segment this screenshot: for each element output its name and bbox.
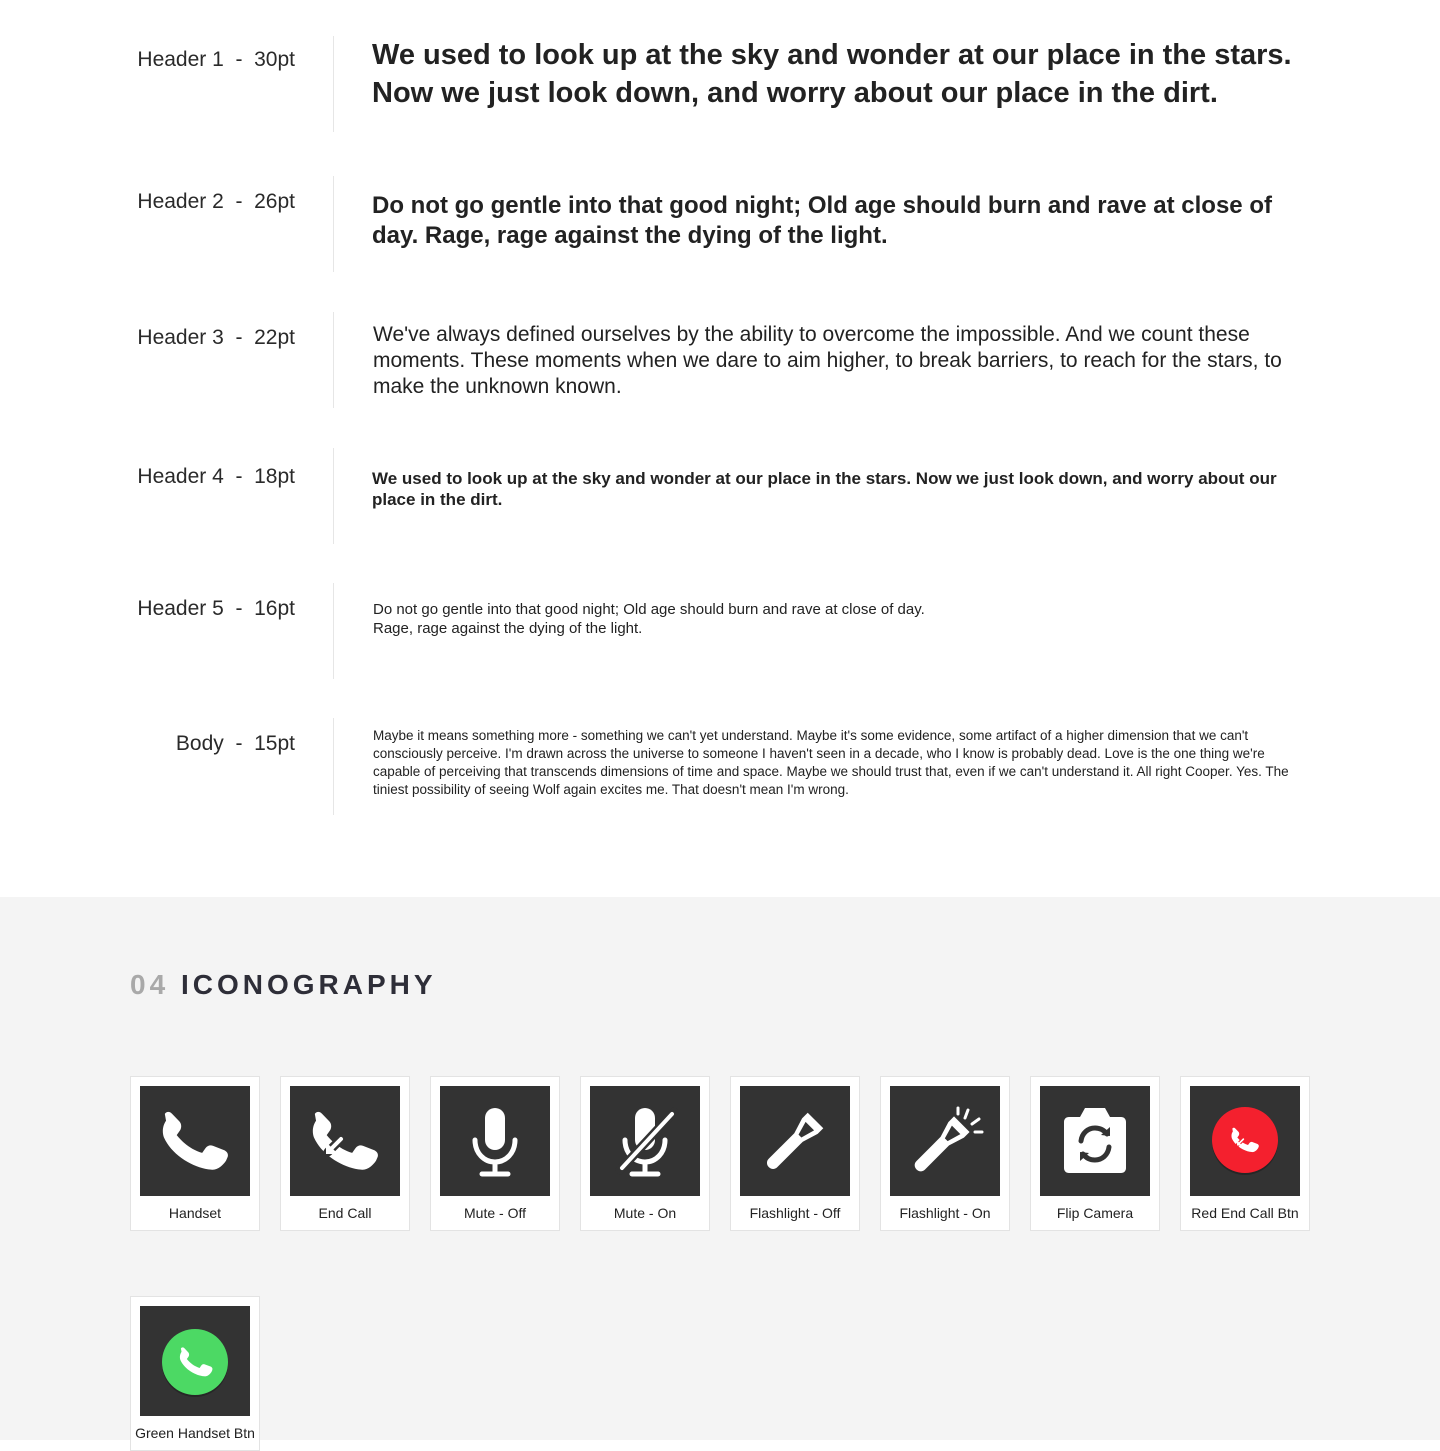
type-label-header-5: Header 5 - 16pt (137, 597, 295, 620)
type-row-header-1 (0, 36, 1440, 132)
green-handset-button-icon (140, 1306, 250, 1416)
icon-card-flashlight-on (880, 1076, 1010, 1231)
icon-card-mute-off (430, 1076, 560, 1231)
icon-card-mute-on (580, 1076, 710, 1231)
section-name: ICONOGRAPHY (180, 969, 437, 1000)
icon-tile (1190, 1086, 1300, 1196)
icon-label: Flashlight - On (899, 1205, 991, 1221)
iconography-section (0, 897, 1440, 1440)
icon-label: Flip Camera (1056, 1205, 1134, 1221)
end-call-icon (290, 1086, 400, 1196)
type-row-header-5 (0, 583, 1440, 679)
type-sample-header-5-line-2: Rage, rage against the dying of the light. (373, 620, 643, 637)
type-divider (333, 448, 334, 544)
icon-card-red-end-call-btn (1180, 1076, 1310, 1231)
type-row-body (0, 718, 1440, 815)
type-row-header-2 (0, 176, 1440, 272)
type-label-header-4: Header 4 - 18pt (137, 465, 295, 488)
red-end-call-button-icon (1190, 1086, 1300, 1196)
icon-card-flip-camera (1030, 1076, 1160, 1231)
microphone-icon (440, 1086, 550, 1196)
type-divider (333, 718, 334, 815)
type-label-header-1: Header 1 - 30pt (137, 48, 295, 71)
icon-label: Red End Call Btn (1191, 1205, 1299, 1221)
icon-card-flashlight-off (730, 1076, 860, 1231)
icon-tile (740, 1086, 850, 1196)
type-sample-body: Maybe it means something more - something we can't yet understand. Maybe it's some evidence, some artifact of a higher dimension that we can't consciously perceive. I'm drawn across the universe to someone I haven't seen in a decade, who I know is probably dead. Love is the one thing we're capable of perceiving that transcends dimensions of time and space. Maybe we should trust that, even if we can't understand it. All right Cooper. Yes. The tiniest possibility of seeing Wolf again excites me. That doesn't mean I'm wrong. (373, 728, 1289, 797)
icon-label: Mute - On (613, 1205, 677, 1221)
icon-tile (290, 1086, 400, 1196)
icon-label: Flashlight - Off (749, 1205, 841, 1221)
icon-label: Handset (168, 1205, 222, 1221)
icon-card-end-call (280, 1076, 410, 1231)
icon-tile (1040, 1086, 1150, 1196)
type-divider (333, 312, 334, 408)
type-label-body: Body - 15pt (175, 732, 295, 755)
type-sample-header-3: We've always defined ourselves by the ability to overcome the impossible. And we count these moments. These moments when we dare to aim higher, to break barriers, to reach for the stars, to make the unknown known. (373, 323, 1282, 398)
type-sample-header-5 (373, 600, 1308, 638)
icon-card-handset (130, 1076, 260, 1231)
type-label-header-3: Header 3 - 22pt (137, 326, 295, 349)
flip-camera-icon (1040, 1086, 1150, 1196)
icon-tile (140, 1306, 250, 1416)
icon-tile (890, 1086, 1000, 1196)
flashlight-off-icon (740, 1086, 850, 1196)
type-sample-header-2: Do not go gentle into that good night; Old age should burn and rave at close of day. Rage, rage against the dying of the light. (372, 192, 1272, 249)
type-sample-header-4: We used to look up at the sky and wonder at our place in the stars. Now we just look down, and worry about our place in the dirt. (372, 469, 1277, 509)
section-title (130, 969, 437, 1001)
icon-label: Mute - Off (464, 1205, 526, 1221)
type-sample-header-5-line-1: Do not go gentle into that good night; Old age should burn and rave at close of day. (373, 601, 925, 618)
type-row-header-3 (0, 312, 1440, 408)
icon-tile (590, 1086, 700, 1196)
icon-label: Green Handset Btn (135, 1425, 255, 1441)
flashlight-on-icon (890, 1086, 1000, 1196)
microphone-muted-icon (590, 1086, 700, 1196)
icon-tile (140, 1086, 250, 1196)
type-divider (333, 583, 334, 679)
type-label-header-2: Header 2 - 26pt (137, 190, 295, 213)
section-number: 04 (130, 969, 170, 1000)
type-sample-header-1: We used to look up at the sky and wonder at our place in the stars. Now we just look down, and worry about our place in the dirt. (372, 39, 1292, 109)
icon-card-green-handset-btn (130, 1296, 260, 1451)
icon-label: End Call (318, 1205, 372, 1221)
type-divider (333, 36, 334, 132)
type-divider (333, 176, 334, 272)
icon-tile (440, 1086, 550, 1196)
type-row-header-4 (0, 448, 1440, 544)
handset-icon (140, 1086, 250, 1196)
